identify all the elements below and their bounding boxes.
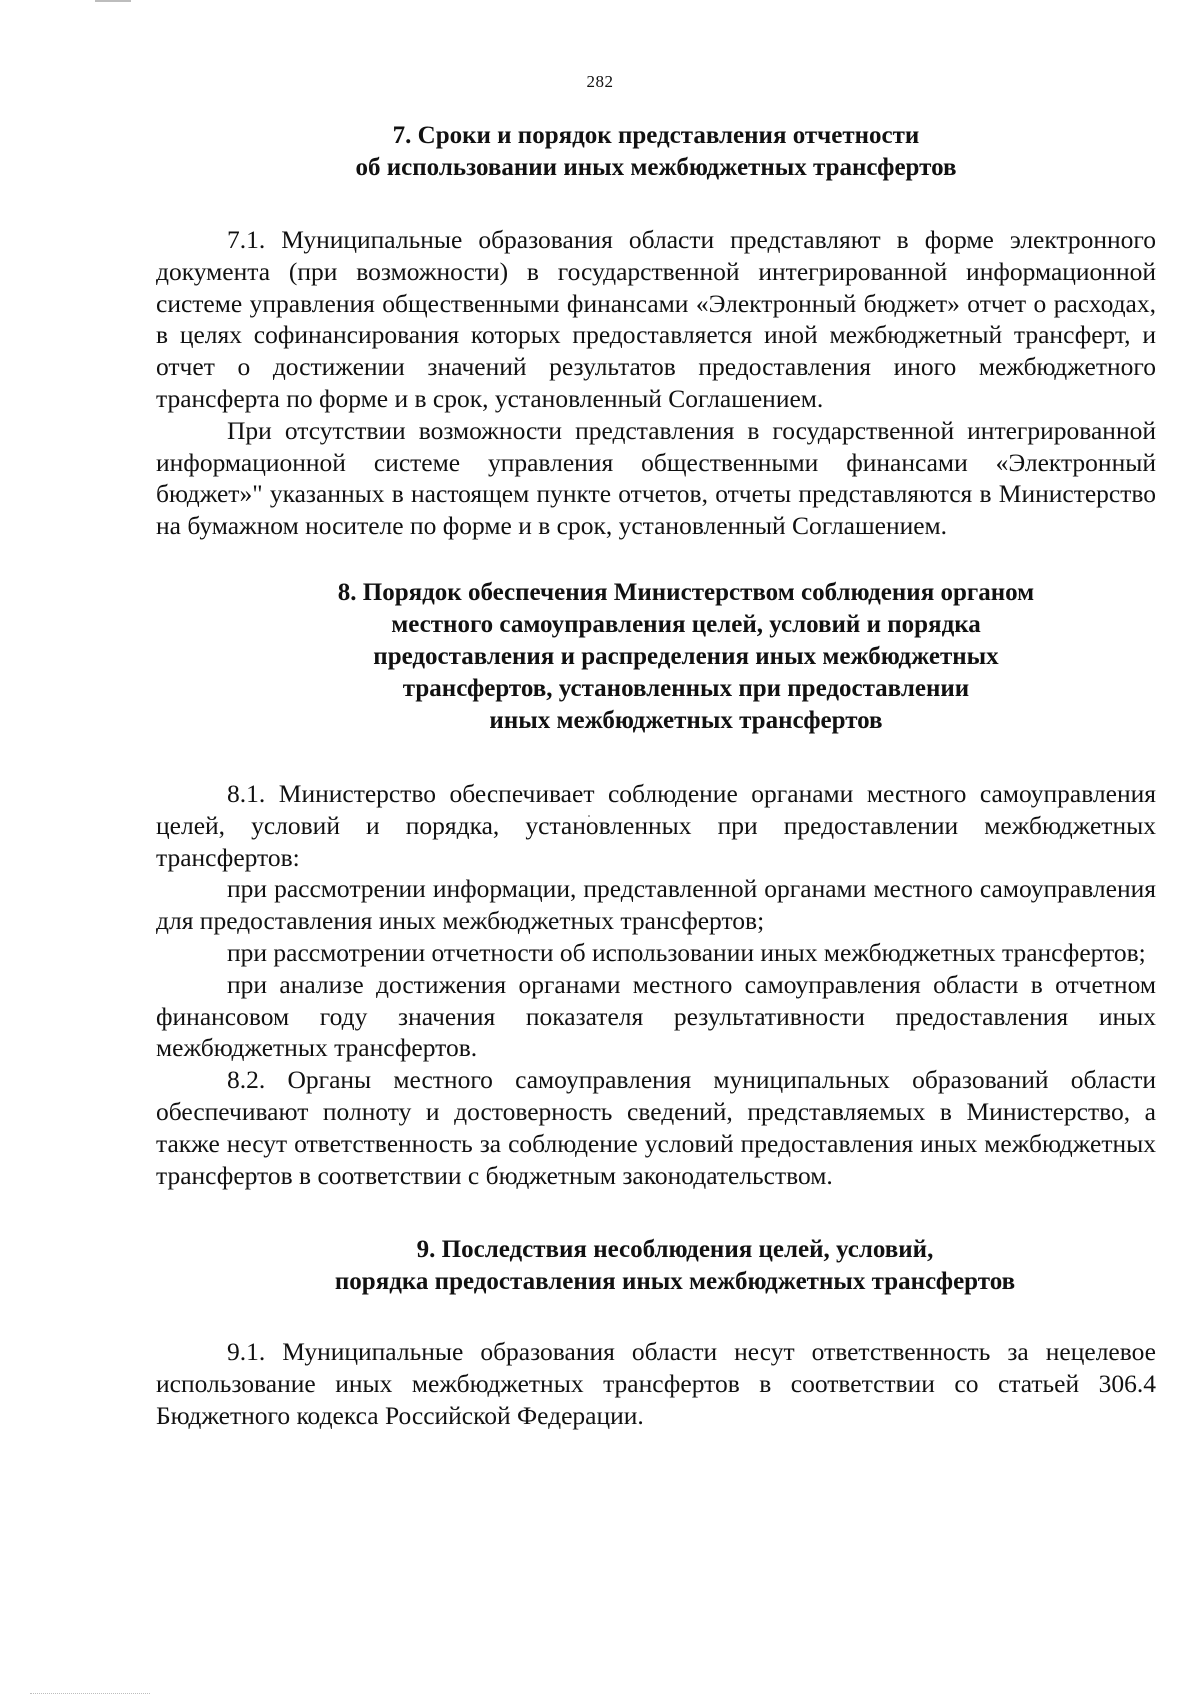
scan-artifact-bottom (30, 1693, 150, 1696)
section-7-body (156, 224, 1156, 542)
paragraph-7-1-continued: При отсутствии возможности представления в государственной интегрированной информационной системе управления общественными финансами «Электронный бюджет»" указанных в настоящем пункте отчетов, отчеты представляются в Министерство на бумажном носителе по форме и в срок, установленный Соглашением. (156, 415, 1156, 541)
paragraph-8-2: 8.2. Органы местного самоуправления муниципальных образований области обеспечивают полноту и достоверность сведений, представляемых в Министерство, а также несут ответственность за соблюдение условий предоставления иных межбюджетных трансфертов в соответствии с бюджетным законодательством. (156, 1065, 1156, 1190)
paragraph-7-1: 7.1. Муниципальные образования области представляют в форме электронного документа (при возможности) в государственной интегрированной информационной системе управления общественными финансами «Электронный бюджет» отчет о расходах, в целях софинансирования которых предоставляется иной межбюджетный трансферт, и отчет о достижении значений результатов предоставления иного межбюджетного трансферта по форме и в срок, установленный Соглашением. (156, 225, 1156, 413)
section-heading-line: трансфертов, установленных при предоставлении (402, 674, 970, 702)
section-heading-line: иных межбюджетных трансфертов (489, 706, 883, 734)
paragraph-8-1: 8.1. Министерство обеспечивает соблюдение органами местного самоуправления целей, условий и порядка, установленных при предоставлении межбюджетных трансфертов: (156, 778, 1156, 872)
section-9-body (156, 1336, 1156, 1431)
section-heading-line: местного самоуправления целей, условий и порядка (391, 610, 981, 638)
paragraph-8-1-item: при рассмотрении информации, представленной органами местного самоуправления для предоставления иных межбюджетных трансфертов; (156, 874, 1156, 936)
page-number: 282 (586, 72, 614, 91)
paragraph-8-1-item: при рассмотрении отчетности об использовании иных межбюджетных трансфертов; (227, 937, 1146, 967)
paragraph-9-1: 9.1. Муниципальные образования области несут ответственность за нецелевое использование иных межбюджетных трансфертов в соответствии со статьей 306.4 Бюджетного кодекса Российской Федерации. (156, 1337, 1156, 1430)
section-8-body (156, 778, 1156, 1191)
section-heading-line: порядка предоставления иных межбюджетных трансфертов (334, 1268, 1016, 1296)
section-9-heading (156, 1234, 1156, 1298)
section-heading-line: 8. Порядок обеспечения Министерством соблюдения органом (337, 578, 1035, 606)
paragraph-8-1-item: при анализе достижения органами местного самоуправления области в отчетном финансовом году значения показателя результативности предоставления иных межбюджетных трансфертов. (156, 969, 1156, 1063)
section-heading-line: об использовании иных межбюджетных трансфертов (355, 154, 957, 181)
section-heading-line: 9. Последствия несоблюдения целей, условий, (416, 1236, 934, 1264)
document-body (156, 120, 1156, 1432)
section-8-heading (156, 577, 1156, 737)
section-heading-line: предоставления и распределения иных межбюджетных (373, 642, 999, 670)
section-7-heading (156, 120, 1156, 184)
section-heading-line: 7. Сроки и порядок представления отчетности (392, 122, 920, 149)
scan-artifact-top (95, 0, 131, 7)
